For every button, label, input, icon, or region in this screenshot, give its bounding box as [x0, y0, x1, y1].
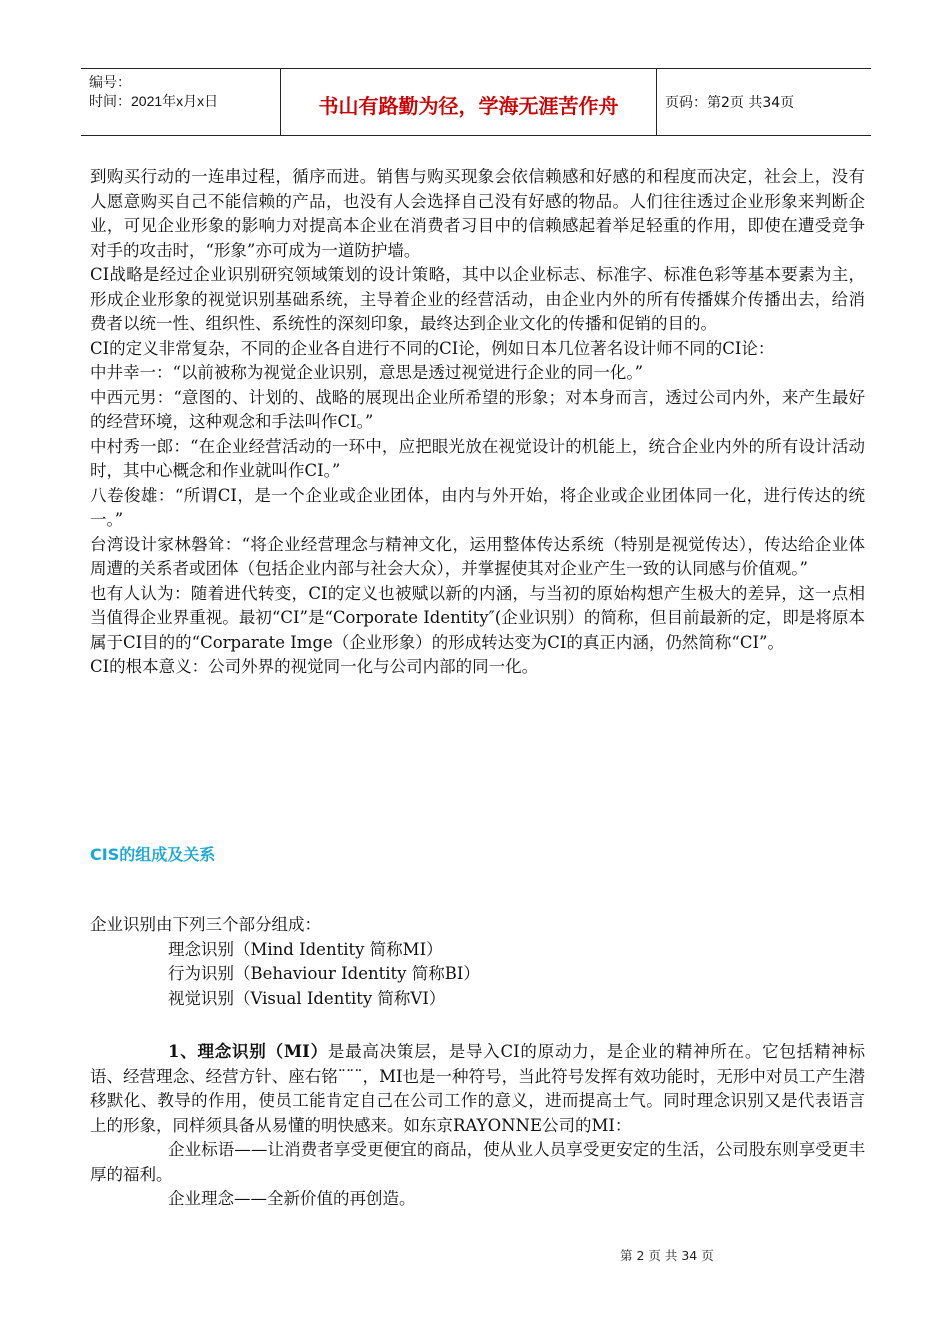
page-header	[81, 68, 871, 136]
composition-item-vi: 视觉识别（Visual Identity 简称VI）	[168, 988, 446, 1008]
paragraph: 八卷俊雄：“所谓CI，是一个企业或企业团体，由内与外开始，将企业或企业团体同一化，进行传达的统一。”	[90, 485, 865, 529]
composition-item-mi: 理念识别（Mind Identity 简称MI）	[168, 939, 443, 959]
paragraph: 中井幸一：“以前被称为视觉企业识别，意思是透过视觉进行企业的同一化。”	[90, 363, 644, 382]
mi-bold-lead: 1、理念识别（MI）	[168, 1042, 328, 1061]
header-motto: 书山有路勤为径，学海无涯苦作舟	[281, 69, 657, 135]
composition-item-bi: 行为识别（Behaviour Identity 简称BI）	[168, 964, 480, 983]
mi-slogan: 企业标语——让消费者享受更便宜的商品，使从业人员享受更安定的生活，公司股东则享受更丰厚的福利。	[90, 1140, 865, 1184]
mi-section	[90, 1040, 865, 1212]
paragraph: CI的根本意义：公司外界的视觉同一化与公司内部的同一化。	[90, 657, 539, 676]
paragraph: 台湾设计家林磐耸：“将企业经营理念与精神文化，运用整体传达系统（特别是视觉传达），传达给企业体周遭的关系者或团体（包括企业内部与社会大众），并掌握使其对企业产生一致的认同感与价值观。”	[90, 534, 865, 578]
header-page-label: 页码：第2页 共34页	[665, 95, 795, 111]
paragraph: 中西元男：“意图的、计划的、战略的展现出企业所希望的形象；对本身而言，透过公司内外，来产生最好的经营环境，这种观念和手法叫作CI。”	[90, 387, 865, 431]
paragraph: 也有人认为：随着进代转变，CI的定义也被赋以新的内涵，与当初的原始构想产生极大的差异，这一点相当值得企业界重视。最初“CI”是“Corporate Identity″(企业识别）的简称，但目前最新的定，即是将原本属于CI目的的“Corparate Imge（企业形象）的形成转达变为CI的真正内涵，仍然简称“CI”。	[90, 583, 865, 652]
header-meta	[81, 69, 281, 135]
paragraph: CI的定义非常复杂，不同的企业各自进行不同的CI论，例如日本几位著名设计师不同的CI论：	[90, 338, 775, 358]
paragraph: 到购买行动的一连串过程，循序而进。销售与购买现象会依信赖感和好感的和程度而决定，社会上，没有人愿意购买自己不能信赖的产品，也没有人会选择自己没有好感的物品。人们往往透过企业形象来判断企业，可见企业形象的影响力对提高本企业在消费者习目中的信赖感起着举足轻重的作用，即使在遭受竞争对手的攻击时，“形象”亦可成为一道防护墙。	[90, 167, 865, 260]
paragraph: CI战略是经过企业识别研究领域策划的设计策略，其中以企业标志、标准字、标准色彩等基本要素为主，形成企业形象的视觉识别基础系统，主导着企业的经营活动，由企业内外的所有传播媒介传播出去，给消费者以统一性、组织性、系统性的深刻印象，最终达到企业文化的传播和促销的目的。	[90, 265, 865, 333]
paragraph: 中村秀一郎：“在企业经营活动的一环中，应把眼光放在视觉设计的机能上，统合企业内外的所有设计活动时，其中心概念和作业就叫作CI。”	[90, 436, 865, 480]
mi-text: 是最高决策层，是导入CI的原动力，是企业的精神所在。它包括精神标语、经营理念、经营方针、座右铭¨¨¨，MI也是一种符号，当此符号发挥有效功能时，无形中对员工产生潜移默化、教导的作用，使员工能肯定自己在公司工作的意义，进而提高士气。同时理念识别又是代表语言上的形象，同样须具备从易懂的明快感来。如东京RAYONNE公司的MI：	[90, 1042, 865, 1135]
composition-list	[90, 913, 865, 1011]
mi-paragraph	[90, 1040, 865, 1138]
composition-intro: 企业识别由下列三个部分组成：	[90, 915, 321, 934]
section-heading: CIS的组成及关系	[90, 845, 216, 864]
page-footer: 第 2 页 共 34 页	[620, 1248, 714, 1263]
number-label: 编号：	[89, 74, 131, 90]
body-text	[90, 165, 865, 680]
date-label: 时间：2021年x月x日	[89, 93, 219, 109]
mi-philosophy: 企业理念——全新价值的再创造。	[168, 1189, 416, 1208]
